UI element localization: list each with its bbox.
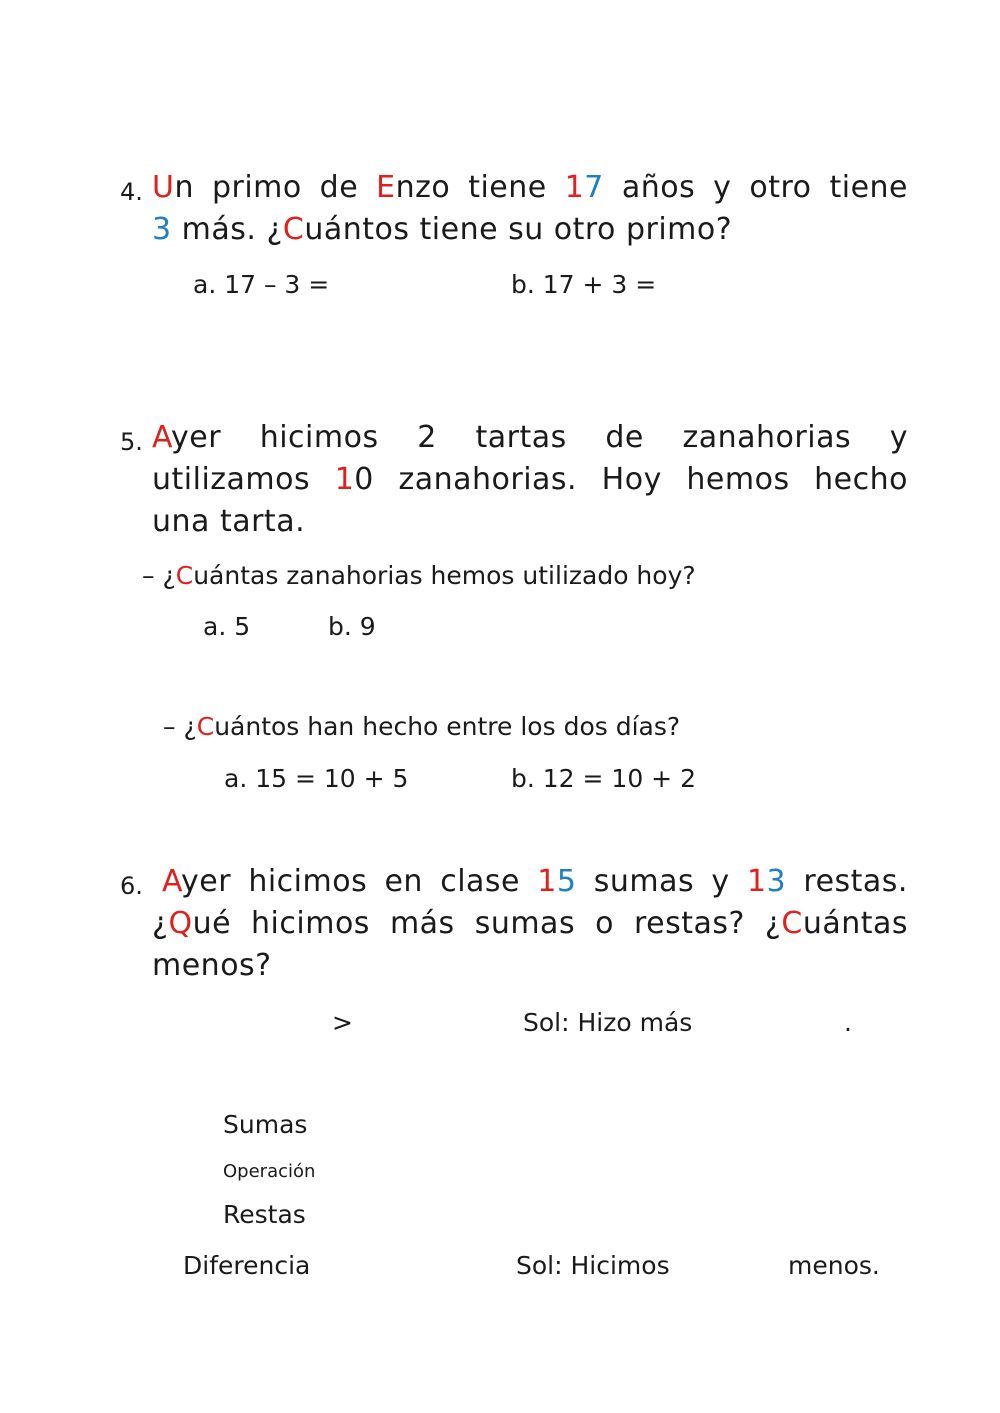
units-digit: 5 xyxy=(556,864,577,899)
solution-2-end: menos. xyxy=(788,1251,880,1280)
initial-a: A xyxy=(152,420,171,455)
question-5-sub-1-option-b[interactable]: b. 9 xyxy=(328,612,376,641)
question-6-number: 6. xyxy=(120,872,143,900)
text: – ¿ xyxy=(163,712,197,741)
initial-c: C xyxy=(196,712,215,741)
solution-1-period: . xyxy=(844,1008,852,1037)
initial-c: C xyxy=(175,561,194,590)
units-digit: 7 xyxy=(584,170,604,205)
units-digit: 3 xyxy=(766,864,787,899)
units-digit: 3 xyxy=(152,212,172,247)
question-5-line-1 xyxy=(152,420,908,455)
initial-c: C xyxy=(781,906,803,941)
restas-label: Restas xyxy=(223,1200,306,1229)
text: nzo tiene xyxy=(395,170,565,205)
question-4-line-2 xyxy=(152,212,732,247)
sumas-label: Sumas xyxy=(223,1110,308,1139)
tens-digit: 1 xyxy=(564,170,585,205)
question-4-number: 4. xyxy=(120,178,143,206)
initial-u: U xyxy=(152,170,175,205)
text: ué hicimos más sumas o restas? ¿ xyxy=(192,906,782,941)
question-5-sub-question-2 xyxy=(163,712,680,741)
question-5-line-2 xyxy=(152,462,908,497)
question-4-option-a[interactable]: a. 17 – 3 = xyxy=(193,270,330,299)
greater-than-sign: > xyxy=(332,1008,353,1037)
question-4-option-b[interactable]: b. 17 + 3 = xyxy=(511,270,657,299)
question-5-sub-question-1 xyxy=(142,561,696,590)
question-6-line-3: menos? xyxy=(152,948,272,983)
question-5-sub-1-option-a[interactable]: a. 5 xyxy=(203,612,251,641)
solution-2-label: Sol: Hicimos xyxy=(516,1251,670,1280)
tens-digit: 1 xyxy=(334,462,355,497)
initial-c: C xyxy=(282,212,305,247)
text: utilizamos xyxy=(152,462,335,497)
text: yer hicimos 2 tartas de zanahorias y xyxy=(171,420,908,455)
tens-digit: 1 xyxy=(537,864,557,899)
initial-e: E xyxy=(376,170,396,205)
operacion-label: Operación xyxy=(223,1161,316,1182)
diferencia-label: Diferencia xyxy=(183,1251,311,1280)
question-5-number: 5. xyxy=(120,428,143,456)
question-5-sub-2-option-b[interactable]: b. 12 = 10 + 2 xyxy=(511,764,696,793)
text: – ¿ xyxy=(142,561,176,590)
text: años y otro tiene xyxy=(603,170,909,205)
text: ¿ xyxy=(152,906,169,941)
initial-q: Q xyxy=(168,906,193,941)
question-6-line-1 xyxy=(162,864,908,899)
question-6-line-2 xyxy=(152,906,908,941)
question-5-line-3: una tarta. xyxy=(152,504,306,539)
text: más. ¿ xyxy=(171,212,283,247)
text: uántas zanahorias hemos utilizado hoy? xyxy=(193,561,696,590)
initial-a: A xyxy=(162,864,181,899)
text: n primo de xyxy=(174,170,377,205)
text: uántos tiene su otro primo? xyxy=(304,212,733,247)
question-5-sub-2-option-a[interactable]: a. 15 = 10 + 5 xyxy=(224,764,409,793)
text: 0 zanahorias. Hoy hemos hecho xyxy=(354,462,908,497)
solution-1-label: Sol: Hizo más xyxy=(523,1008,693,1037)
text: yer hicimos en clase xyxy=(181,864,538,899)
text: uántos han hecho entre los dos días? xyxy=(214,712,681,741)
question-4-line-1 xyxy=(152,170,908,205)
text: sumas y xyxy=(576,864,747,899)
tens-digit: 1 xyxy=(746,864,767,899)
text: restas. xyxy=(786,864,908,899)
text: uántas xyxy=(802,906,908,941)
